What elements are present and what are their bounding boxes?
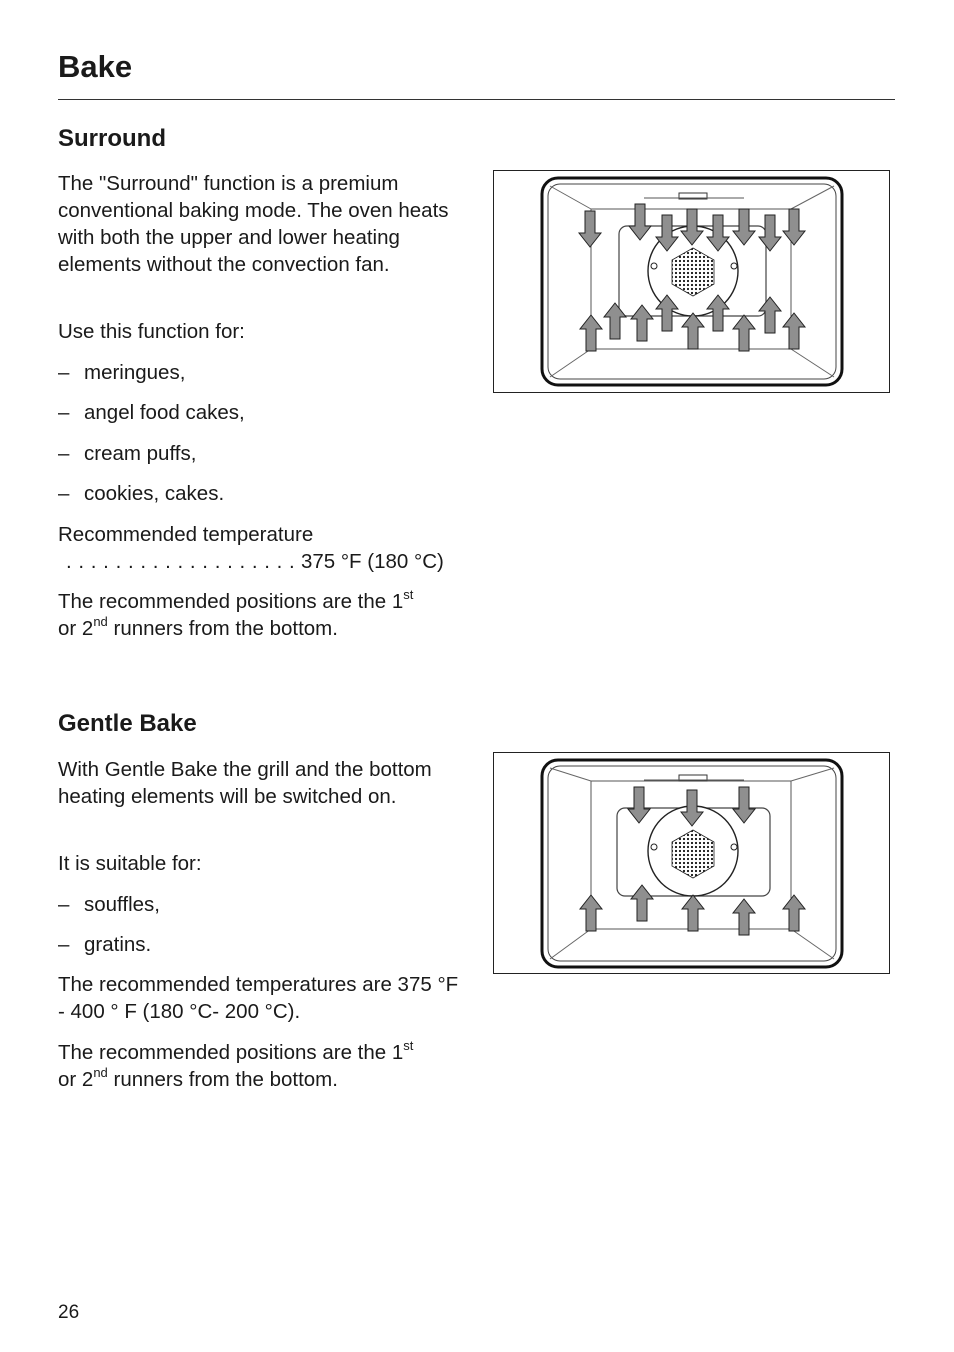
list-dash: – [58, 361, 70, 384]
gentle-bake-temperatures: The recommended temperatures are 375 °F - 400 ° F (180 °C- 200 °C). [58, 973, 459, 1023]
heat-arrow-up-icon [604, 303, 626, 339]
gentle-bake-intro: With Gentle Bake the grill and the bottom heating elements will be switched on. [58, 758, 432, 808]
list-item [58, 440, 468, 467]
list-dash: – [58, 933, 70, 956]
temperature-value: 375 °F (180 °C) [300, 550, 444, 573]
surround-intro: The "Surround" function is a premium conventional baking mode. The oven heats with both the upper and lower heating elements without the convection fan. [58, 172, 449, 276]
heat-arrow-down-icon [628, 787, 650, 823]
list-item [58, 480, 468, 507]
list-item-label: souffles, [84, 893, 160, 916]
surround-oven-diagram [493, 170, 890, 393]
ordinal-suffix: nd [93, 614, 108, 630]
list-dash: – [58, 482, 70, 505]
gentle-bake-oven-diagram [493, 752, 890, 974]
oven-gentle-bake-heat-diagram [494, 753, 888, 972]
ordinal-suffix: nd [93, 1065, 108, 1081]
gentle-bake-use-label: It is suitable for: [58, 852, 202, 875]
surround-use-label: Use this function for: [58, 320, 245, 343]
heat-arrow-down-icon [759, 215, 781, 251]
surround-positions [58, 588, 468, 642]
list-item [58, 399, 468, 426]
positions-text: The recommended positions are the 1 [58, 1041, 404, 1064]
temperature-label: Recommended temperature [58, 523, 314, 546]
list-item-label: gratins. [84, 933, 152, 956]
title-divider [58, 99, 895, 100]
heat-arrow-up-icon [682, 895, 704, 931]
heat-arrow-up-icon [580, 895, 602, 931]
heat-arrow-down-icon [733, 209, 755, 245]
list-item-label: cream puffs, [84, 442, 197, 465]
list-item [58, 931, 468, 958]
heat-arrow-up-icon [733, 315, 755, 351]
heat-arrow-down-icon [579, 211, 601, 247]
list-item [58, 891, 468, 918]
heat-arrow-down-icon [783, 209, 805, 245]
list-dash: – [58, 893, 70, 916]
positions-text: or 2 [58, 1068, 94, 1091]
list-item [58, 359, 468, 386]
heat-arrow-up-icon [783, 895, 805, 931]
oven-surround-heat-diagram [494, 171, 888, 391]
heat-arrow-up-icon [733, 899, 755, 935]
list-dash: – [58, 442, 70, 465]
gentle-bake-heading: Gentle Bake [58, 710, 197, 737]
list-item-label: cookies, cakes. [84, 482, 225, 505]
heat-arrow-up-icon [631, 885, 653, 921]
recommended-temperature [58, 521, 468, 575]
list-dash: – [58, 401, 70, 424]
list-item-label: meringues, [84, 361, 186, 384]
heat-arrow-up-icon [631, 305, 653, 341]
ordinal-suffix: st [403, 1038, 414, 1054]
ordinal-suffix: st [403, 587, 414, 603]
heat-arrow-down-icon [733, 787, 755, 823]
heat-arrow-up-icon [682, 313, 704, 349]
surround-heading: Surround [58, 125, 166, 152]
page-title: Bake [58, 49, 133, 84]
positions-text: or 2 [58, 617, 94, 640]
heat-arrow-up-icon [580, 315, 602, 351]
positions-text: runners from the bottom. [107, 1068, 338, 1091]
leader-dots: . . . . . . . . . . . . . . . . . . . [66, 550, 296, 573]
heat-arrow-up-icon [783, 313, 805, 349]
positions-text: The recommended positions are the 1 [58, 590, 404, 613]
list-item-label: angel food cakes, [84, 401, 245, 424]
positions-text: runners from the bottom. [107, 617, 338, 640]
gentle-bake-positions [58, 1039, 468, 1093]
page-number: 26 [58, 1302, 80, 1323]
